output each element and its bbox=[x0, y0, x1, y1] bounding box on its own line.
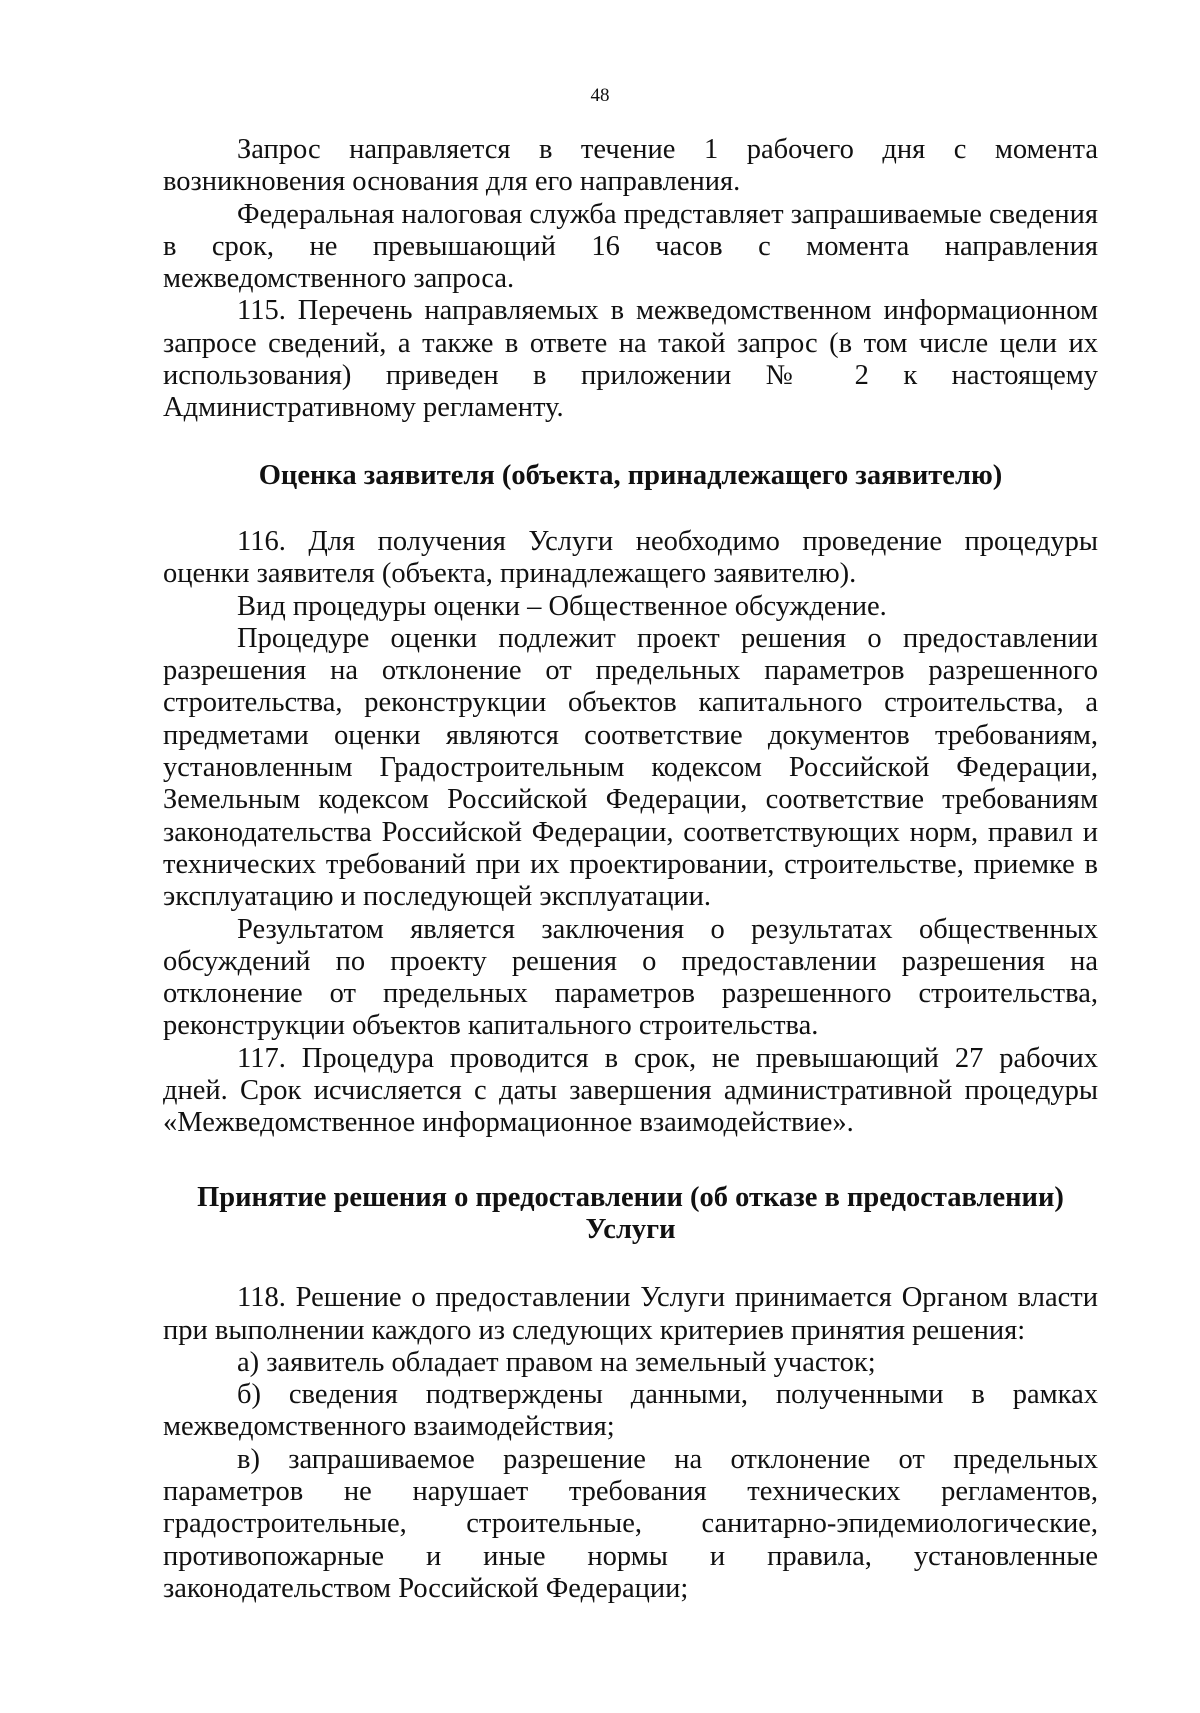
paragraph-115: 115. Перечень направляемых в межведомственном информационном запросе сведений, а также в ответе на такой запрос (в том числе цели их использования) приведен в приложении № 2 к настоящему Административному регламенту. bbox=[163, 295, 1098, 424]
section-heading-decision: Принятие решения о предоставлении (об отказе в предоставлении) Услуги bbox=[197, 1181, 1064, 1245]
paragraph-assessment-type: Вид процедуры оценки – Общественное обсуждение. bbox=[237, 590, 887, 622]
paragraph-request-timing: Запрос направляется в течение 1 рабочего дня с момента возникновения основания для его направления. bbox=[163, 134, 1098, 198]
paragraph-assessment-result: Результатом является заключения о результатах общественных обсуждений по проекту решения о предоставлении разрешения на отклонение от предельных параметров разрешенного строительства, реконструкции объектов капитального строительства. bbox=[163, 913, 1098, 1042]
criterion-v: в) запрашиваемое разрешение на отклонение от предельных параметров не нарушает требования технических регламентов, градостроительные, строительные, санитарно-эпидемиологические, противопожарные и иные нормы и правила, установленные законодательством Российской Федерации; bbox=[163, 1443, 1098, 1604]
paragraph-assessment-subject: Процедуре оценки подлежит проект решения о предоставлении разрешения на отклонение от предельных параметров разрешенного строительства, реконструкции объектов капитального строительства, а предметами оценки являются соответствие документов требованиям, установленным Градостроительным кодексом Российской Федерации, Земельным кодексом Российской Федерации, соответствие требованиям законодательства Российской Федерации, соответствующих норм, правил и технических требований при их проектировании, строительстве, приемке в эксплуатацию и последующей эксплуатации. bbox=[163, 622, 1098, 913]
criterion-a: а) заявитель обладает правом на земельный участок; bbox=[237, 1346, 876, 1378]
criterion-b: б) сведения подтверждены данными, полученными в рамках межведомственного взаимодействия; bbox=[163, 1379, 1098, 1443]
document-body bbox=[163, 134, 1098, 1605]
paragraph-118: 118. Решение о предоставлении Услуги принимается Органом власти при выполнении каждого из следующих критериев принятия решения: bbox=[163, 1282, 1098, 1346]
paragraph-fns-response: Федеральная налоговая служба представляет запрашиваемые сведения в срок, не превышающий 16 часов с момента направления межведомственного запроса. bbox=[163, 198, 1098, 295]
page-number: 48 bbox=[590, 85, 610, 106]
section-heading-applicant-assessment: Оценка заявителя (объекта, принадлежащего заявителю) bbox=[258, 459, 1003, 491]
paragraph-117: 117. Процедура проводится в срок, не превышающий 27 рабочих дней. Срок исчисляется с даты завершения административной процедуры «Межведомственное информационное взаимодействие». bbox=[163, 1042, 1098, 1139]
paragraph-116: 116. Для получения Услуги необходимо проведение процедуры оценки заявителя (объекта, принадлежащего заявителю). bbox=[163, 525, 1098, 590]
